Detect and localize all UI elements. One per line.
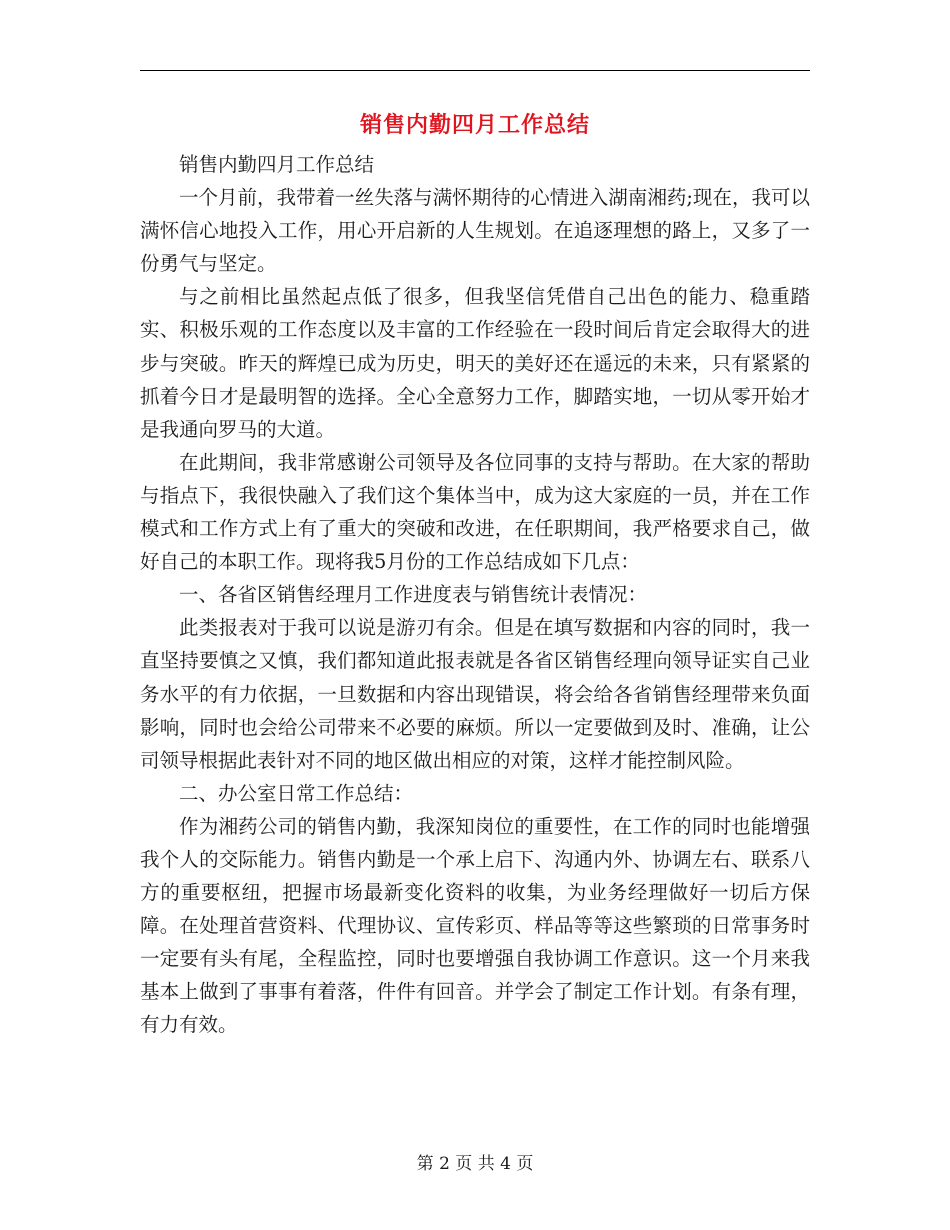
body-paragraph: 在此期间，我非常感谢公司领导及各位同事的支持与帮助。在大家的帮助与指点下，我很快融入了我们这个集体当中，成为这大家庭的一员，并在工作模式和工作方式上有了重大的突破和改进，在任职期间，我严格要求自己，做好自己的本职工作。现将我5月份的工作总结成如下几点： <box>140 450 810 574</box>
body-paragraph: 作为湘药公司的销售内勤，我深知岗位的重要性，在工作的同时也能增强我个人的交际能力。销售内勤是一个承上启下、沟通内外、协调左右、联系八方的重要枢纽，把握市场最新变化资料的收集，为业务经理做好一切后方保障。在处理首营资料、代理协议、宣传彩页、样品等等这些繁琐的日常事务时一定要有头有尾，全程监控，同时也要增强自我协调工作意识。这一个月来我基本上做到了事事有着落，件件有回音。并学会了制定工作计划。有条有理，有力有效。 <box>140 814 810 1037</box>
body-paragraph: 销售内勤四月工作总结 <box>179 153 375 176</box>
body-paragraph: 此类报表对于我可以说是游刃有余。但是在填写数据和内容的同时，我一直坚持要慎之又慎，我们都知道此报表就是各省区销售经理向领导证实自己业务水平的有力依据，一旦数据和内容出现错误，将会给各省销售经理带来负面影响，同时也会给公司带来不必要的麻烦。所以一定要做到及时、准确，让公司领导根据此表针对不同的地区做出相应的对策，这样才能控制风险。 <box>140 616 810 772</box>
section-heading: 一、各省区销售经理月工作进度表与销售统计表情况： <box>179 583 648 607</box>
document-body <box>140 148 810 1042</box>
page-number: 第 2 页 共 4 页 <box>416 1154 534 1174</box>
body-paragraph: 一个月前，我带着一丝失落与满怀期待的心情进入湖南湘药;现在，我可以满怀信心地投入工作，用心开启新的人生规划。在追逐理想的路上，又多了一份勇气与坚定。 <box>140 186 810 276</box>
document-title: 销售内勤四月工作总结 <box>359 112 590 138</box>
header-rule <box>140 70 810 71</box>
section-heading: 二、办公室日常工作总结： <box>179 781 414 805</box>
body-paragraph: 与之前相比虽然起点低了很多，但我坚信凭借自己出色的能力、稳重踏实、积极乐观的工作态度以及丰富的工作经验在一段时间后肯定会取得大的进步与突破。昨天的辉煌已成为历史，明天的美好还在遥远的未来，只有紧紧的抓着今日才是最明智的选择。全心全意努力工作，脚踏实地，一切从零开始才是我通向罗马的大道。 <box>140 285 810 441</box>
